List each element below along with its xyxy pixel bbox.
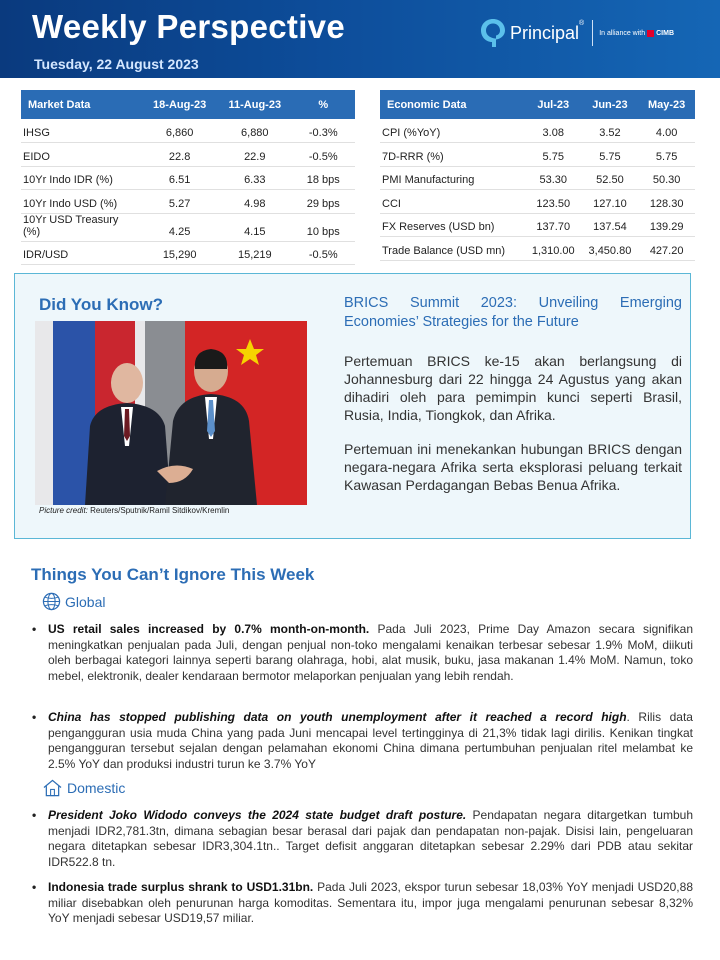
alliance-text: In alliance with [599, 29, 646, 37]
economic-data-cell: 5.75 [525, 143, 582, 167]
cimb-logo-icon [647, 30, 654, 37]
economic-data-row [380, 190, 695, 214]
market-data-cell: 4.15 [218, 213, 291, 241]
market-data-cell: -0.5% [292, 143, 355, 167]
did-you-know-title: Did You Know? [39, 295, 164, 314]
global-subheading [42, 592, 105, 611]
photo-credit-label: Picture credit: [39, 506, 88, 515]
economic-data-cell: 3.52 [582, 119, 639, 143]
market-col-change: % [292, 90, 355, 119]
economic-data-row [380, 119, 695, 143]
economic-data-table [380, 90, 695, 261]
econ-col-jun: Jun-23 [582, 90, 639, 119]
did-you-know-paragraph-1: Pertemuan BRICS ke-15 akan berlangsung di Johannesburg dari 22 hingga 24 Agustus yang akan dihadiri oleh para pemimpin kunci seperti Brasil, Rusia, India, Tiongkok, dan Afrika. [344, 353, 682, 423]
news-bullet-3 [30, 808, 693, 870]
market-data-cell: 15,219 [218, 241, 291, 265]
market-data-cell: 29 bps [292, 190, 355, 214]
market-data-cell: EIDO [21, 143, 141, 167]
market-data-cell: 4.25 [141, 213, 218, 241]
economic-data-cell: FX Reserves (USD bn) [380, 213, 525, 237]
econ-col-label: Economic Data [380, 90, 525, 119]
market-data-cell: 6,860 [141, 119, 218, 143]
economic-data-cell: PMI Manufacturing [380, 166, 525, 190]
market-data-row [21, 190, 355, 214]
market-data-cell: 6.33 [218, 166, 291, 190]
market-data-cell: 18 bps [292, 166, 355, 190]
news-bullet-4 [30, 880, 693, 927]
publication-date: Tuesday, 22 August 2023 [34, 56, 199, 72]
market-data-cell: -0.5% [292, 241, 355, 265]
photo-credit [39, 506, 229, 515]
did-you-know-headline: BRICS Summit 2023: Unveiling Emerging Economies’ Strategies for the Future [344, 295, 682, 330]
did-you-know-paragraph-2: Pertemuan ini menekankan hubungan BRICS dengan negara-negara Afrika serta eksplorasi peluang terkait Kawasan Perdagangan Bebas Benua Afrika. [344, 441, 682, 493]
news-bullet-2 [30, 710, 693, 772]
economic-data-cell: 427.20 [638, 237, 695, 261]
principal-logo-icon [480, 18, 506, 48]
economic-data-cell: 50.30 [638, 166, 695, 190]
brand-registered: ® [579, 20, 585, 27]
market-data-row [21, 241, 355, 265]
news-bullet-3-text: Pendapatan negara ditargetkan tumbuh menjadi IDR2,781.3tn, dimana sebagian besar berasal dari pajak dan pendapatan non-pajak. Disisi lain, pengeluaran negara ditetapkan sebesar IDR3,304.1tn.. Target defisit anggaran ditetapkan sebesar 2.29% dari PDB atau sekitar IDR522.8 tn. [48, 808, 694, 869]
things-section-title: Things You Can’t Ignore This Week [31, 565, 315, 584]
economic-data-cell: 53.30 [525, 166, 582, 190]
market-data-table [21, 90, 355, 265]
market-data-cell: 10Yr Indo IDR (%) [21, 166, 141, 190]
econ-col-jul: Jul-23 [525, 90, 582, 119]
news-bullet-4-lead: Indonesia trade surplus shrank to USD1.31bn. [48, 880, 314, 894]
did-you-know-box [14, 273, 691, 539]
summit-photo [35, 321, 307, 505]
economic-data-row [380, 143, 695, 167]
economic-data-cell: Trade Balance (USD mn) [380, 237, 525, 261]
news-bullet-1-text: Pada Juli 2023, Prime Day Amazon secara signifikan meningkatkan penjualan pada Juli, dengan penjual non-toko mengalami kenaikan terbesar sebesar 1.9% MoM, diikuti oleh berbagai kategori lainnya seperti barang olahraga, hobi, alat musik, buku, jasa makanan 1.4% MoM. Namun, toko mebel, elektronik, dealer kendaraan bermotor melaporkan penjualan yang lebih rendah. [48, 622, 693, 683]
domestic-subheading [42, 779, 125, 797]
market-data-cell: 4.98 [218, 190, 291, 214]
news-bullet-1 [30, 622, 693, 684]
domestic-label: Domestic [67, 780, 126, 796]
economic-data-cell: 123.50 [525, 190, 582, 214]
economic-data-cell: 5.75 [582, 143, 639, 167]
econ-col-may: May-23 [638, 90, 695, 119]
market-data-cell: 6,880 [218, 119, 291, 143]
handshake-photo-illustration [35, 321, 307, 505]
market-data-row [21, 119, 355, 143]
market-col-previous: 11-Aug-23 [218, 90, 291, 119]
market-data-cell: 22.8 [141, 143, 218, 167]
market-data-cell: -0.3% [292, 119, 355, 143]
market-col-label: Market Data [21, 90, 141, 119]
market-data-cell: 10Yr Indo USD (%) [21, 190, 141, 214]
economic-data-cell: CPI (%YoY) [380, 119, 525, 143]
news-bullet-3-lead: President Joko Widodo conveys the 2024 state budget draft posture. [48, 808, 467, 822]
economic-data-row [380, 166, 695, 190]
alliance-partner: CIMB [656, 29, 675, 37]
page-title: Weekly Perspective [32, 8, 345, 45]
economic-data-cell: 7D-RRR (%) [380, 143, 525, 167]
brand-divider [592, 20, 593, 46]
market-data-cell: IDR/USD [21, 241, 141, 265]
market-data-row [21, 166, 355, 190]
economic-data-cell: 127.10 [582, 190, 639, 214]
economic-data-cell: 5.75 [638, 143, 695, 167]
news-bullet-1-lead: US retail sales increased by 0.7% month-on-month. [48, 622, 370, 636]
news-bullet-2-lead: China has stopped publishing data on youth unemployment after it reached a record high [48, 710, 627, 724]
market-data-cell: IHSG [21, 119, 141, 143]
economic-data-cell: 4.00 [638, 119, 695, 143]
economic-data-cell: 52.50 [582, 166, 639, 190]
economic-data-row [380, 237, 695, 261]
economic-data-cell: 137.70 [525, 213, 582, 237]
economic-data-cell: 3,450.80 [582, 237, 639, 261]
market-data-row [21, 143, 355, 167]
news-bullet-4-text: Pada Juli 2023, ekspor turun sebesar 18,03% YoY menjadi USD20,88 miliar disebabkan oleh penurunan harga komoditas. Sementara itu, impor juga mengalami penurunan sebesar 8,32% YoY menjadi sebesar USD19,57 miliar. [48, 880, 693, 925]
global-label: Global [65, 593, 106, 610]
economic-data-cell: 128.30 [638, 190, 695, 214]
brand-lockup [480, 16, 674, 50]
economic-data-cell: 139.29 [638, 213, 695, 237]
economic-data-cell: CCI [380, 190, 525, 214]
market-data-cell: 15,290 [141, 241, 218, 265]
header-banner [0, 0, 720, 78]
market-data-cell: 5.27 [141, 190, 218, 214]
market-col-current: 18-Aug-23 [141, 90, 218, 119]
economic-data-row [380, 213, 695, 237]
news-bullet-2-text: . Rilis data pengangguran usia muda China yang pada Juni mencapai level tertingginya di 21,3% tidak lagi dirilis. Kenikan tingkat pengangguran tersebut sejalan dengan pelamahan ekonomi China dimana pertumbuhan penjualan ritel melambat ke 2.5% YoY dan produksi industri turun ke 3.7% YoY [48, 710, 693, 771]
market-data-cell: 10 bps [292, 213, 355, 241]
brand-name: Principal [510, 22, 580, 43]
economic-data-cell: 1,310.00 [525, 237, 582, 261]
photo-credit-text: Reuters/Sputnik/Ramil Sitdikov/Kremlin [90, 506, 230, 515]
market-data-cell: 10Yr USD Treasury (%) [21, 213, 141, 241]
house-icon [42, 779, 63, 797]
market-data-cell: 6.51 [141, 166, 218, 190]
economic-data-cell: 3.08 [525, 119, 582, 143]
economic-data-cell: 137.54 [582, 213, 639, 237]
market-data-row [21, 213, 355, 241]
market-data-cell: 22.9 [218, 143, 291, 167]
globe-icon [42, 592, 61, 611]
